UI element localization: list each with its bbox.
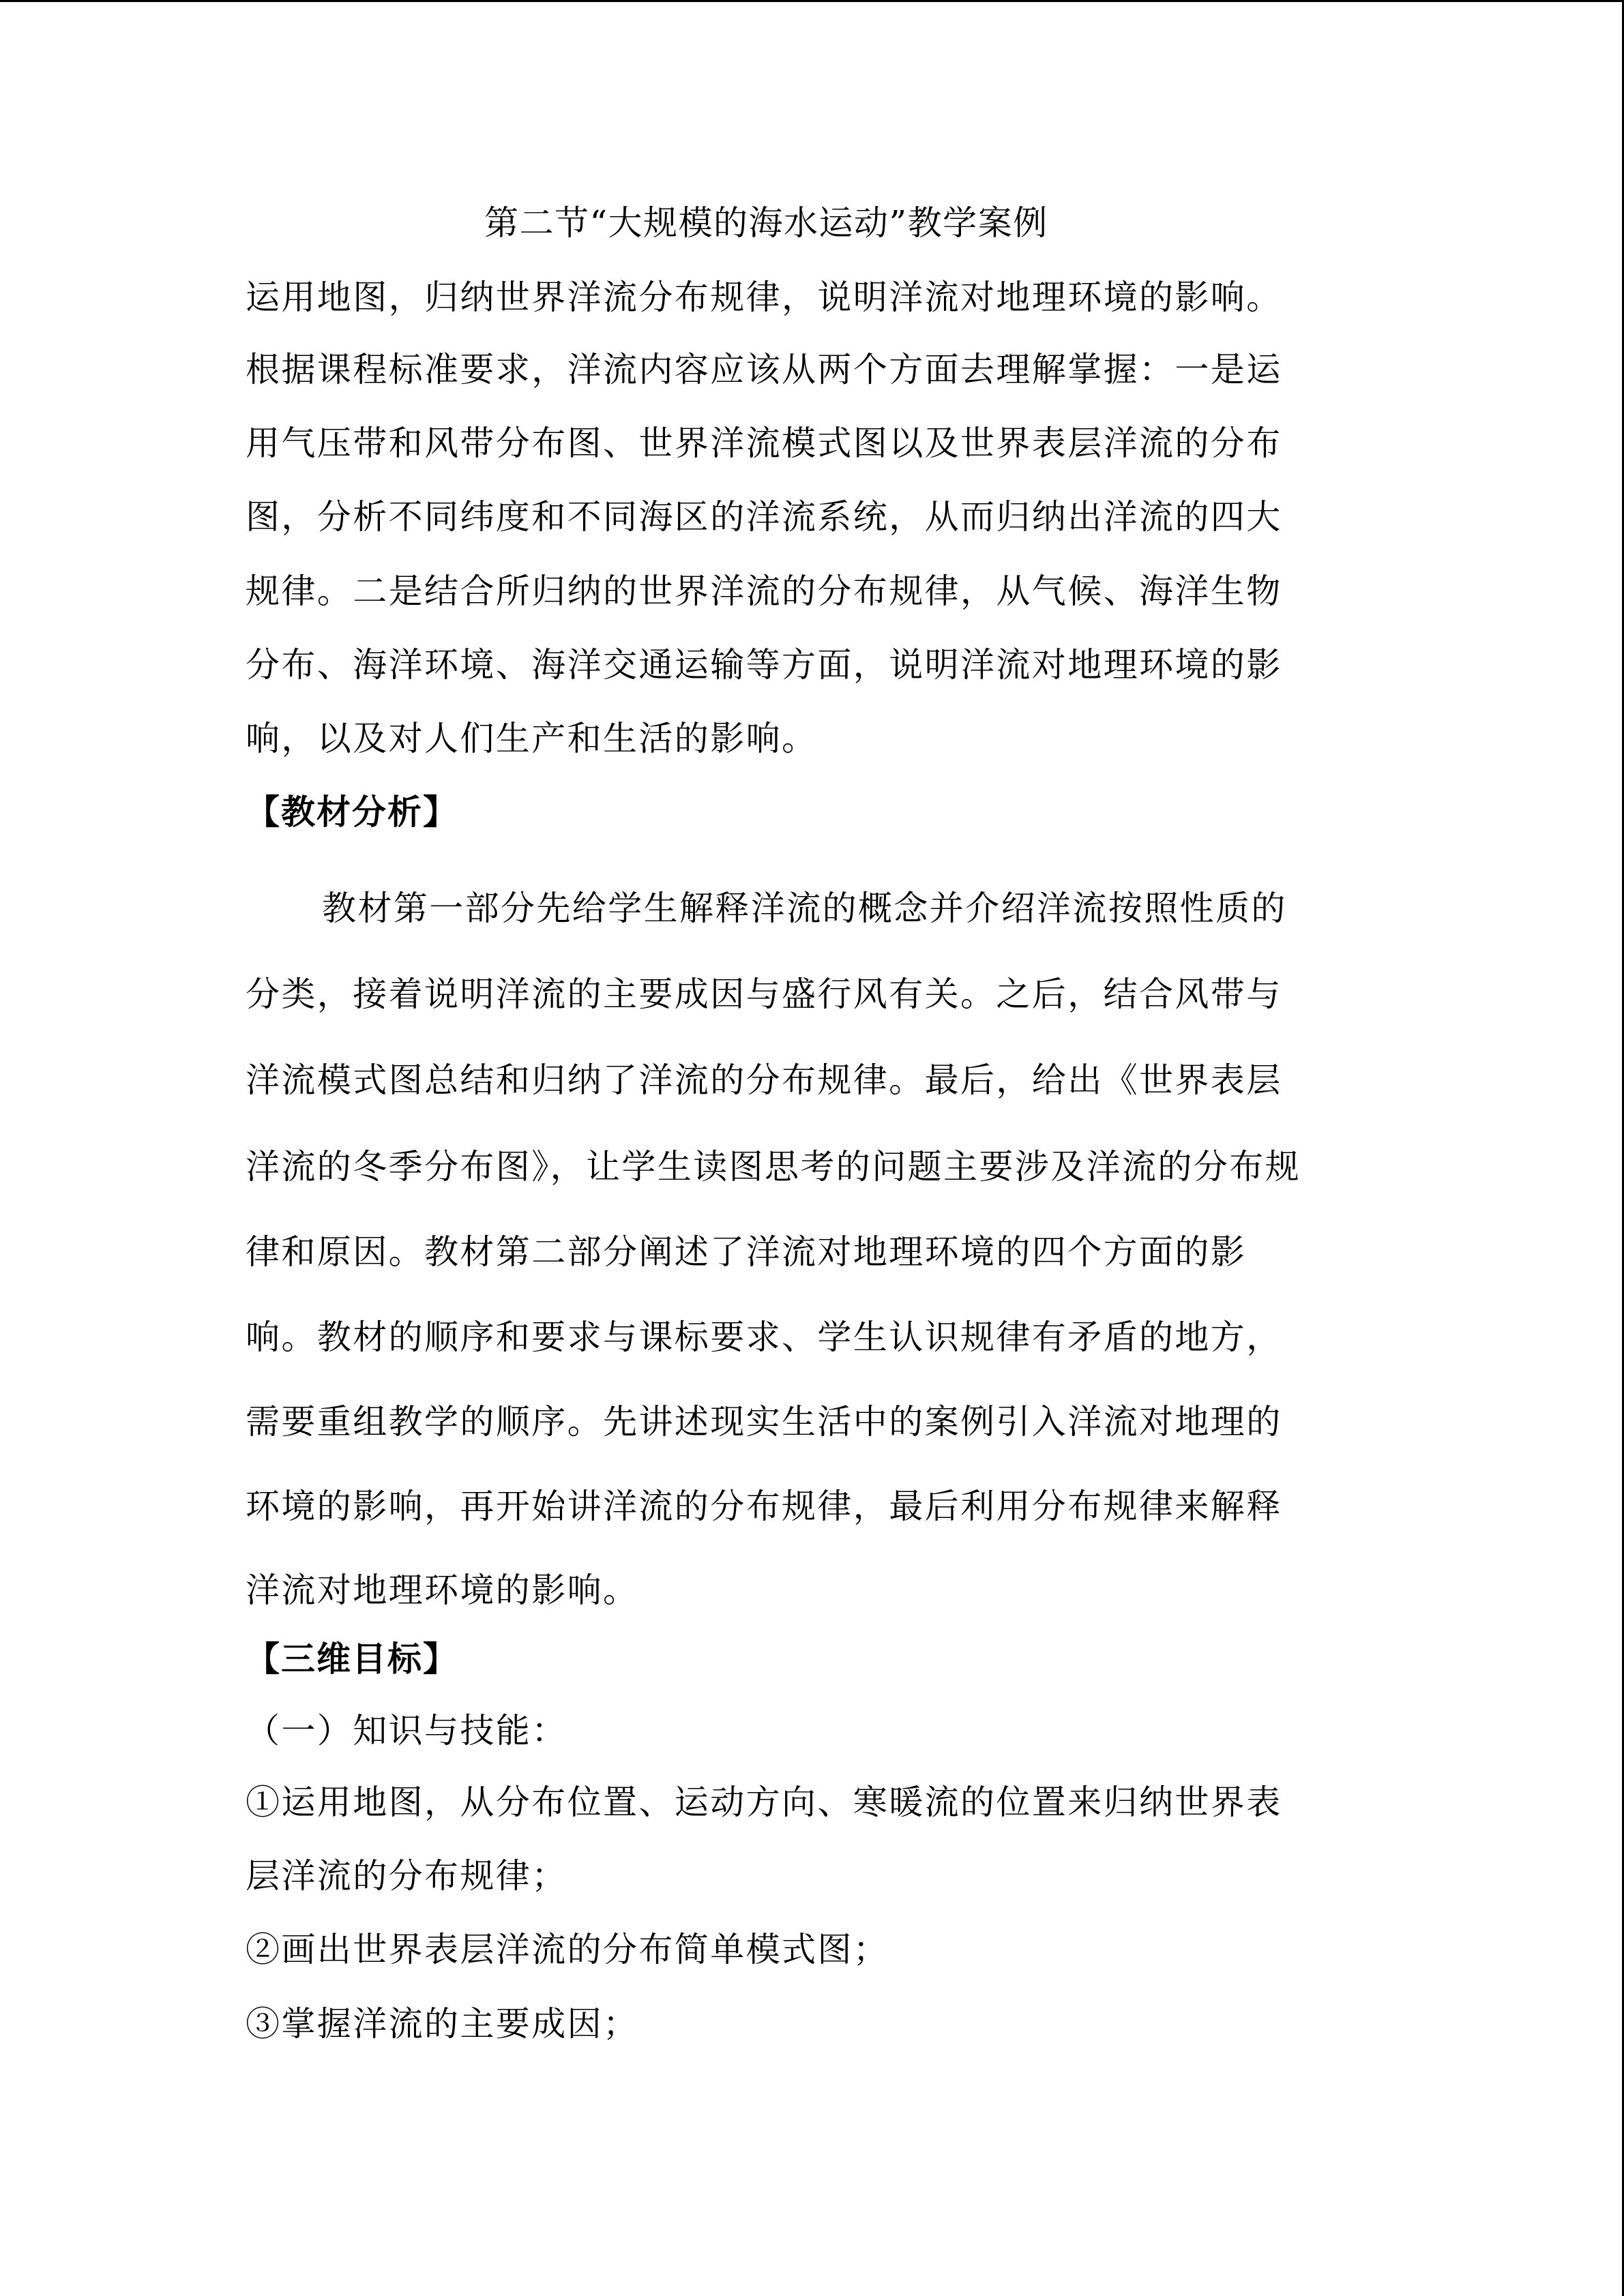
document-title: 第二节“大规模的海水运动”教学案例	[484, 203, 1048, 243]
heading-objectives: 【三维目标】	[246, 1639, 458, 1679]
material-line-1: 教材第一部分先给学生解释洋流的概念并介绍洋流按照性质的	[322, 889, 1287, 928]
objective-line-4: ③掌握洋流的主要成因；	[246, 2004, 639, 2044]
objective-line-2: 层洋流的分布规律；	[246, 1856, 567, 1896]
intro-line-1: 运用地图，归纳世界洋流分布规律，说明洋流对地理环境的影响。	[246, 278, 1282, 317]
objective-line-1: ①运用地图，从分布位置、运动方向、寒暖流的位置来归纳世界表	[246, 1783, 1282, 1822]
objectives-subheading: （一）知识与技能：	[246, 1711, 567, 1750]
material-line-7: 需要重组教学的顺序。先讲述现实生活中的案例引入洋流对地理的	[246, 1402, 1282, 1442]
material-line-2: 分类，接着说明洋流的主要成因与盛行风有关。之后，结合风带与	[246, 974, 1282, 1014]
intro-line-4: 图，分析不同纬度和不同海区的洋流系统，从而归纳出洋流的四大	[246, 497, 1282, 537]
material-line-5: 律和原因。教材第二部分阐述了洋流对地理环境的四个方面的影	[246, 1232, 1247, 1272]
intro-line-3: 用气压带和风带分布图、世界洋流模式图以及世界表层洋流的分布	[246, 423, 1282, 463]
heading-material-analysis: 【教材分析】	[246, 792, 458, 832]
material-line-9: 洋流对地理环境的影响。	[246, 1570, 639, 1610]
material-line-4: 洋流的冬季分布图》，让学生读图思考的问题主要涉及洋流的分布规	[246, 1147, 1301, 1187]
page-top-border	[0, 0, 1624, 2]
intro-line-2: 根据课程标准要求，洋流内容应该从两个方面去理解掌握：一是运	[246, 350, 1282, 389]
objective-line-3: ②画出世界表层洋流的分布简单模式图；	[246, 1930, 889, 1969]
material-line-8: 环境的影响，再开始讲洋流的分布规律，最后利用分布规律来解释	[246, 1487, 1282, 1526]
material-line-3: 洋流模式图总结和归纳了洋流的分布规律。最后，给出《世界表层	[246, 1060, 1282, 1100]
material-line-6: 响。教材的顺序和要求与课标要求、学生认识规律有矛盾的地方，	[246, 1317, 1282, 1357]
intro-line-5: 规律。二是结合所归纳的世界洋流的分布规律，从气候、海洋生物	[246, 571, 1282, 611]
intro-line-7: 响，以及对人们生产和生活的影响。	[246, 719, 818, 758]
intro-line-6: 分布、海洋环境、海洋交通运输等方面，说明洋流对地理环境的影	[246, 645, 1282, 685]
